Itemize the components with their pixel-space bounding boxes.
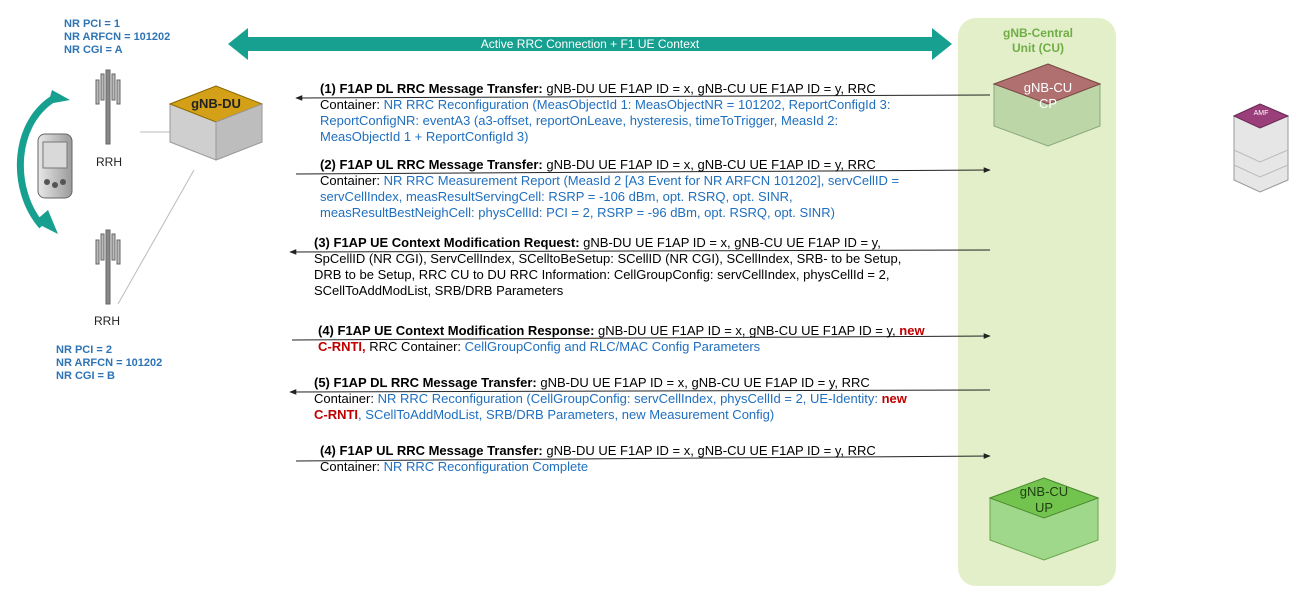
message-1-payload-2: ReportConfigNR: eventA3 (a3-offset, reportOnLeave, hysteresis, timeToTrigger, MeasId 2: <box>320 113 839 128</box>
rrh-label-2: RRH <box>94 314 120 328</box>
message-6-ids: gNB-DU UE F1AP ID = x, gNB-CU UE F1AP ID = y, RRC <box>542 443 876 458</box>
cell-a-pci: NR PCI = 1 <box>64 18 120 30</box>
cell-b-pci: NR PCI = 2 <box>56 344 112 356</box>
message-4-line2 <box>318 339 925 355</box>
message-1-line2 <box>320 97 890 113</box>
banner-label: Active RRC Connection + F1 UE Context <box>480 37 700 51</box>
message-5-payload-1: NR RRC Reconfiguration (CellGroupConfig: servCellIndex, physCellId = 2, UE-Identity: <box>377 391 878 406</box>
message-5-line1 <box>314 375 907 391</box>
message-5-new: new <box>877 391 907 406</box>
gnb-du-label: gNB-DU <box>191 96 241 111</box>
cell-a-arfcn: NR ARFCN = 101202 <box>64 31 171 43</box>
amf-icon <box>1234 104 1288 192</box>
message-4-new: new <box>895 323 925 338</box>
cu-title-line2: Unit (CU) <box>1012 41 1064 55</box>
message-6-line1 <box>320 443 876 459</box>
gnb-cu-cp-label-1: gNB-CU <box>1023 80 1073 95</box>
message-1-payload-1: NR RRC Reconfiguration (MeasObjectId 1: MeasObjectNR = 101202, ReportConfigId 3: <box>383 97 891 112</box>
message-2-title: (2) F1AP UL RRC Message Transfer: <box>320 157 543 172</box>
message-6-container: Container: <box>320 459 384 474</box>
message-3-line3: DRB to be Setup, RRC CU to DU RRC Information: CellGroupConfig: servCellIndex, physCellId = 2, <box>314 267 890 282</box>
message-2-line1 <box>320 157 899 173</box>
cu-title-line1: gNB-Central <box>1002 26 1073 40</box>
gnb-cu-up-label-1: gNB-CU <box>1019 484 1069 499</box>
gnb-cu-up-label <box>1006 484 1082 516</box>
rrh-label-1: RRH <box>96 155 122 169</box>
gnb-cu-cp-label-2: CP <box>1038 96 1058 111</box>
message-1-line1 <box>320 81 890 97</box>
gnb-cu-up-label-2: UP <box>1034 500 1054 515</box>
amf-label: AMF <box>1253 110 1269 117</box>
message-2-container: Container: <box>320 173 384 188</box>
message-2-payload-3: measResultBestNeighCell: physCellId: PCI = 2, RSRP = -96 dBm, opt. RSRQ, opt. SINR) <box>320 205 835 220</box>
message-3-line1 <box>314 235 901 251</box>
message-3 <box>314 235 901 299</box>
message-4-crnti: C-RNTI, <box>318 339 366 354</box>
rrh-tower-icon-1 <box>96 70 120 144</box>
message-4-container: RRC Container: <box>365 339 465 354</box>
message-4-title: (4) F1AP UE Context Modification Response: <box>318 323 595 338</box>
du-rrh2-link <box>118 170 194 304</box>
message-4-ids: gNB-DU UE F1AP ID = x, gNB-CU UE F1AP ID = y, <box>594 323 896 338</box>
message-5-title: (5) F1AP DL RRC Message Transfer: <box>314 375 537 390</box>
message-6 <box>320 443 876 475</box>
message-2-payload-1: NR RRC Measurement Report (MeasId 2 [A3 Event for NR ARFCN 101202], servCellID = <box>383 173 900 188</box>
message-6-line2 <box>320 459 876 475</box>
message-1 <box>320 81 890 145</box>
message-1-payload-3: MeasObjectId 1 + ReportConfigId 3) <box>320 129 529 144</box>
message-5-payload-2: , SCellToAddModList, SRB/DRB Parameters, new Measurement Config) <box>358 407 775 422</box>
message-2-ids: gNB-DU UE F1AP ID = x, gNB-CU UE F1AP ID = y, RRC <box>542 157 876 172</box>
cell-b-arfcn: NR ARFCN = 101202 <box>56 357 163 369</box>
message-2-line2 <box>320 173 899 189</box>
message-6-title: (4) F1AP UL RRC Message Transfer: <box>320 443 543 458</box>
cell-b-cgi: NR CGI = B <box>56 370 115 382</box>
message-5-crnti: C-RNTI <box>314 407 359 422</box>
message-3-line2: SpCellID (NR CGI), ServCellIndex, SCelltoBeSetup: SCellID (NR CGI), SCellIndex, SRB- to be Setup, <box>314 251 902 266</box>
message-5 <box>314 375 907 423</box>
message-3-line4: SCellToAddModList, SRB/DRB Parameters <box>314 283 564 298</box>
message-1-container: Container: <box>320 97 384 112</box>
cell-b-info <box>56 344 162 383</box>
message-4-payload: CellGroupConfig and RLC/MAC Config Parameters <box>464 339 761 354</box>
message-1-ids: gNB-DU UE F1AP ID = x, gNB-CU UE F1AP ID = y, RRC <box>542 81 876 96</box>
gnb-cu-cp-label <box>1010 80 1086 112</box>
message-6-payload: NR RRC Reconfiguration Complete <box>383 459 589 474</box>
message-4-line1 <box>318 323 925 339</box>
message-5-line3 <box>314 407 907 423</box>
ue-phone-icon <box>38 134 72 198</box>
message-2 <box>320 157 899 221</box>
message-5-line2 <box>314 391 907 407</box>
rrh-tower-icon-2 <box>96 230 120 304</box>
message-5-ids: gNB-DU UE F1AP ID = x, gNB-CU UE F1AP ID = y, RRC <box>536 375 870 390</box>
message-4 <box>318 323 925 355</box>
message-2-payload-2: servCellIndex, measResultServingCell: RSRP = -106 dBm, opt. RSRQ, opt. SINR, <box>320 189 793 204</box>
message-3-title: (3) F1AP UE Context Modification Request: <box>314 235 580 250</box>
cell-a-info <box>64 18 170 57</box>
message-1-title: (1) F1AP DL RRC Message Transfer: <box>320 81 543 96</box>
cell-a-cgi: NR CGI = A <box>64 44 123 56</box>
message-5-container: Container: <box>314 391 378 406</box>
message-3-ids: gNB-DU UE F1AP ID = x, gNB-CU UE F1AP ID = y, <box>579 235 881 250</box>
